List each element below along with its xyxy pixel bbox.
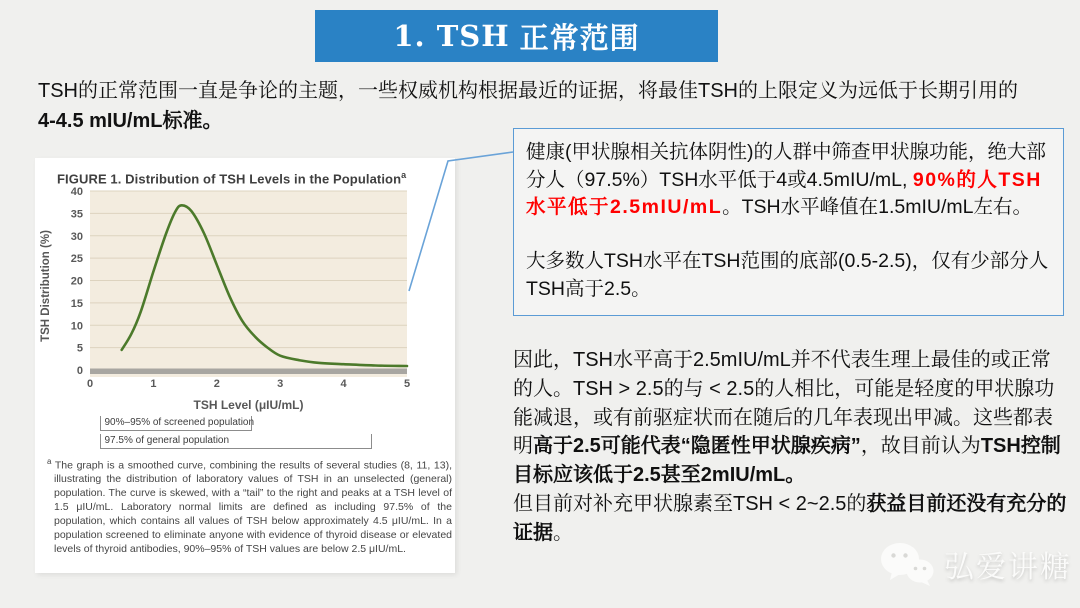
figure-title [57, 170, 437, 186]
svg-text:30: 30 [70, 230, 83, 243]
svg-text:4: 4 [340, 378, 347, 390]
svg-text:1: 1 [150, 378, 157, 390]
analysis-bold-target: TSH控制目标应该低于2.5甚至2mIU/mL。 [513, 435, 1061, 487]
svg-text:3: 3 [277, 378, 284, 390]
callout-box [513, 128, 1064, 316]
conclusion-text: 但目前对补充甲状腺素至TSH < 2~2.5的 [513, 493, 867, 515]
svg-text:0: 0 [76, 365, 83, 377]
svg-text:15: 15 [70, 297, 83, 310]
svg-text:TSH Distribution (%): TSH Distribution (%) [40, 230, 52, 342]
slide-title-banner [315, 10, 718, 62]
footnote-text: The graph is a smoothed curve, combining the results of several studies (8, 11, 13), illustrating the distribution of laboratory values of TSH in an unselected (general) population. The curve is skewed, with a “tail” to the right and peaks at a TSH level of 1.5 μIU/mL. Laboratory normal limits are defined as including 97.5% of the population, which contains all values of TSH below approximately 4.5 μIU/mL. In a population screened to eliminate anyone with evidence of thyroid disease or elevated levels of thyroid antibodies, 90%–95% of TSH values are below 2.5 μIU/mL. [51, 459, 452, 556]
svg-text:10: 10 [70, 320, 83, 333]
watermark-label: 弘爱讲糖 [944, 550, 1072, 584]
tsh-distribution-chart [35, 186, 455, 421]
figure-panel [35, 158, 455, 573]
svg-text:0: 0 [86, 378, 94, 390]
svg-text:35: 35 [70, 208, 83, 221]
callout-p1-red-highlight: 90%的人TSH水平低于2.5mIU/mL [526, 168, 1042, 219]
callout-p1-tail: 。TSH水平峰值在1.5mIU/mL左右。 [722, 196, 1032, 219]
analysis-text: 因此，TSH水平高于2.5mIU/mL并不代表生理上最佳的或正常的人。TSH > 2.5的与 < 2.5的人相比，可能是轻度的甲状腺功能减退，或有前驱症状而在随后的几年表现出甲减。这些都表明 [513, 349, 1055, 458]
intro-text: TSH的正常范围一直是争论的主题，一些权威机构根据最近的证据，将最佳TSH的上限定义为远低于长期引用的 [38, 80, 1018, 102]
intro-bold-standard: 4-4.5 mIU/mL标准。 [38, 110, 223, 132]
wechat-icon [878, 539, 936, 589]
figure-title-label: FIGURE 1. [57, 171, 122, 187]
figure-footnote [47, 457, 452, 557]
population-bracket: 90%–95% of screened population [100, 416, 252, 431]
intro-paragraph [38, 76, 1050, 136]
slide-title-text: 正常范围 [519, 22, 640, 55]
svg-text:40: 40 [70, 186, 83, 198]
footnote-superscript: a [47, 457, 52, 466]
svg-text:5: 5 [76, 342, 83, 355]
analysis-bold-occult-disease: 高于2.5可能代表“隐匿性甲状腺疾病” [533, 435, 861, 458]
callout-p1-text: 健康(甲状腺相关抗体阴性)的人群中筛查甲状腺功能，绝大部分人（97.5%）TSH水平低于4或4.5mIU/mL, [526, 141, 1046, 191]
svg-text:25: 25 [70, 253, 83, 266]
figure-title-superscript: a [401, 170, 407, 180]
callout-paragraph-2: 大多数人TSH水平在TSH范围的底部(0.5-2.5)，仅有少部分人TSH高于2.5。 [526, 250, 1049, 300]
analysis-paragraph [513, 346, 1067, 490]
figure-title-text: Distribution of TSH Levels in the Population [121, 171, 402, 187]
slide-title-number: 1. TSH [393, 19, 510, 53]
conclusion-bold-evidence: 获益目前还没有充分的证据 [513, 493, 1067, 544]
watermark [878, 536, 1073, 591]
svg-text:2: 2 [213, 378, 220, 390]
svg-text:5: 5 [403, 378, 411, 390]
callout-paragraph-1 [526, 139, 1051, 222]
analysis-connector: ，故目前认为 [860, 435, 981, 458]
conclusion-period: 。 [553, 521, 573, 544]
svg-text:20: 20 [70, 275, 83, 288]
svg-text:TSH Level (μIU/mL): TSH Level (μIU/mL) [193, 398, 304, 412]
population-bracket: 97.5% of general population [100, 434, 373, 449]
